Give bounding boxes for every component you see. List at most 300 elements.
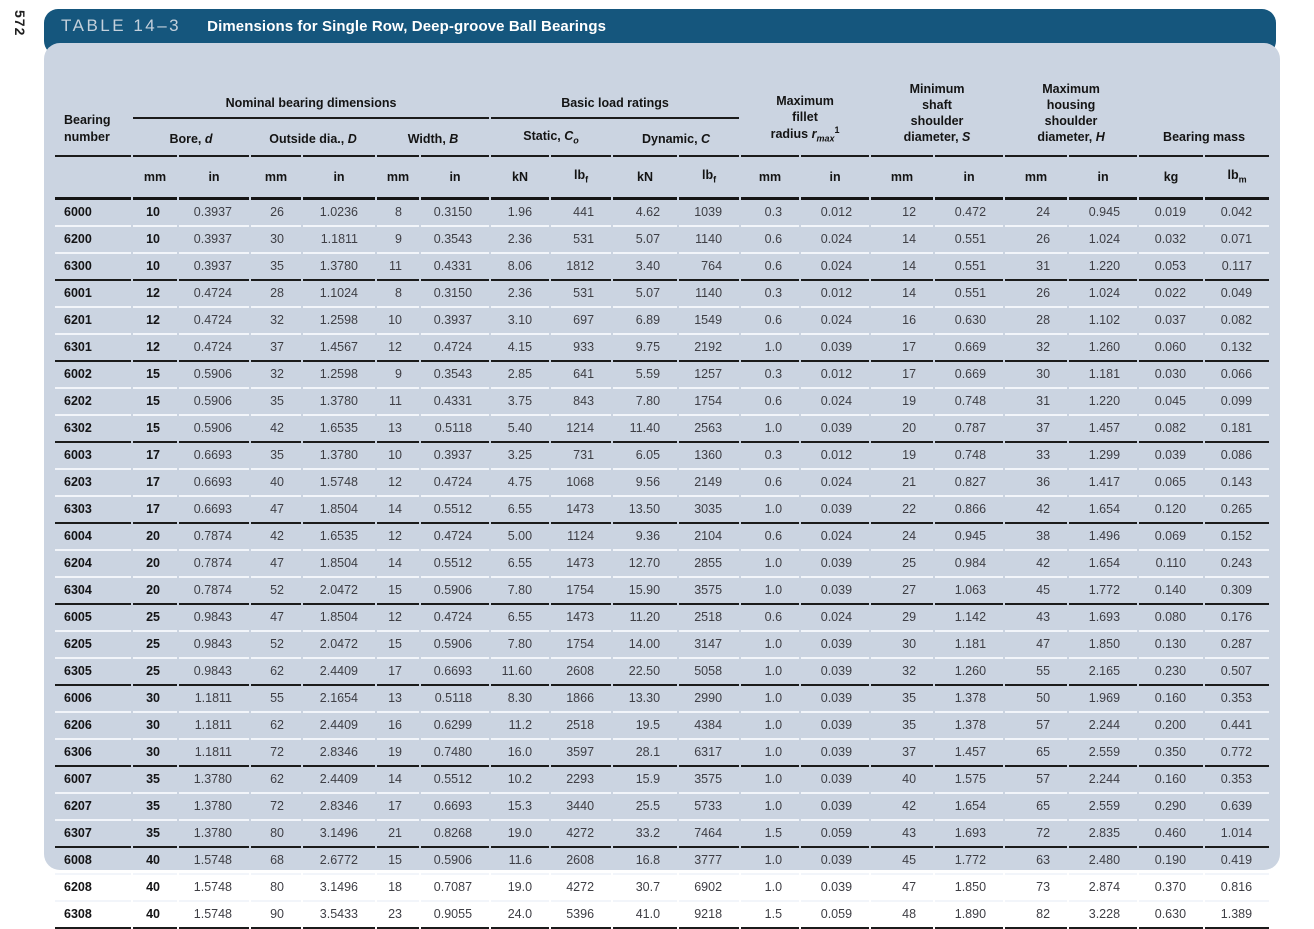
cell-value: 0.827 [935, 470, 1003, 497]
cell-value: 1.772 [935, 848, 1003, 875]
col-header-shaft-shoulder: Minimum shaft shoulder diameter, S [903, 81, 971, 145]
cell-value: 0.065 [1139, 470, 1203, 497]
cell-value: 0.551 [935, 281, 1003, 308]
cell-value: 0.3937 [421, 308, 489, 335]
cell-value: 1.181 [1069, 362, 1137, 389]
cell-value: 0.039 [801, 497, 869, 524]
cell-value: 0.024 [801, 227, 869, 254]
cell-value: 0.3937 [179, 200, 249, 227]
page-number: 572 [12, 10, 28, 37]
cell-value: 0.3 [741, 281, 799, 308]
cell-value: 14 [377, 767, 419, 794]
cell-value: 1039 [679, 200, 739, 227]
cell-value: 1.0 [741, 875, 799, 902]
cell-value: 80 [251, 875, 301, 902]
cell-value: 0.039 [801, 740, 869, 767]
cell-bearing-number: 6001 [55, 281, 131, 308]
cell-value: 33 [1005, 443, 1067, 470]
cell-value: 0.176 [1205, 605, 1269, 632]
cell-value: 57 [1005, 713, 1067, 740]
cell-value: 7464 [679, 821, 739, 848]
cell-value: 6.89 [613, 308, 677, 335]
cell-value: 0.140 [1139, 578, 1203, 605]
cell-value: 30 [133, 740, 177, 767]
cell-value: 8.06 [491, 254, 549, 281]
table-row [55, 767, 1269, 794]
cell-value: 2518 [679, 605, 739, 632]
cell-value: 17 [133, 470, 177, 497]
cell-value: 11.20 [613, 605, 677, 632]
cell-bearing-number: 6302 [55, 416, 131, 443]
cell-value: 0.160 [1139, 767, 1203, 794]
cell-value: 1.6535 [303, 416, 375, 443]
cell-value: 1.850 [1069, 632, 1137, 659]
cell-value: 843 [551, 389, 611, 416]
cell-value: 0.6693 [179, 470, 249, 497]
cell-value: 35 [133, 794, 177, 821]
cell-value: 12 [133, 335, 177, 362]
cell-value: 2.835 [1069, 821, 1137, 848]
cell-value: 28 [1005, 308, 1067, 335]
table-row [55, 578, 1269, 605]
cell-value: 47 [871, 875, 933, 902]
cell-value: 0.132 [1205, 335, 1269, 362]
table-row [55, 605, 1269, 632]
cell-value: 0.3 [741, 362, 799, 389]
table-row [55, 362, 1269, 389]
cell-value: 12 [133, 281, 177, 308]
cell-value: 0.039 [801, 794, 869, 821]
cell-value: 0.9055 [421, 902, 489, 929]
cell-value: 62 [251, 713, 301, 740]
unit-mm: mm [741, 155, 799, 200]
cell-value: 1.1811 [303, 227, 375, 254]
cell-value: 17 [871, 362, 933, 389]
cell-value: 10 [133, 200, 177, 227]
cell-value: 5396 [551, 902, 611, 929]
col-header-static: Static, $C_o$ [523, 129, 579, 146]
cell-value: 0.039 [801, 632, 869, 659]
cell-value: 4384 [679, 713, 739, 740]
cell-value: 30 [251, 227, 301, 254]
cell-value: 0.551 [935, 254, 1003, 281]
cell-value: 1.5748 [179, 902, 249, 929]
cell-value: 11.60 [491, 659, 549, 686]
cell-value: 12 [377, 470, 419, 497]
cell-value: 12 [377, 524, 419, 551]
cell-value: 3440 [551, 794, 611, 821]
unit-in: in [935, 155, 1003, 200]
table-row [55, 308, 1269, 335]
cell-value: 40 [133, 848, 177, 875]
cell-value: 0.024 [801, 389, 869, 416]
cell-value: 1068 [551, 470, 611, 497]
group-header-load-ratings: Basic load ratings [491, 55, 739, 119]
cell-value: 1473 [551, 605, 611, 632]
cell-value: 1.693 [1069, 605, 1137, 632]
cell-value: 1.4567 [303, 335, 375, 362]
cell-value: 0.5512 [421, 767, 489, 794]
cell-value: 15 [133, 389, 177, 416]
cell-value: 11 [377, 254, 419, 281]
cell-value: 21 [377, 821, 419, 848]
cell-value: 35 [133, 821, 177, 848]
group-header-nominal-dimensions: Nominal bearing dimensions [133, 55, 489, 119]
cell-value: 11.6 [491, 848, 549, 875]
cell-value: 2608 [551, 659, 611, 686]
cell-value: 31 [1005, 254, 1067, 281]
cell-value: 2.1654 [303, 686, 375, 713]
cell-bearing-number: 6306 [55, 740, 131, 767]
cell-value: 1.0236 [303, 200, 375, 227]
cell-value: 32 [251, 362, 301, 389]
cell-bearing-number: 6300 [55, 254, 131, 281]
cell-value: 26 [1005, 281, 1067, 308]
cell-value: 1.3780 [179, 767, 249, 794]
unit-blank [55, 155, 131, 200]
cell-value: 1754 [551, 632, 611, 659]
cell-value: 1.6535 [303, 524, 375, 551]
cell-value: 1.0 [741, 767, 799, 794]
cell-value: 0.039 [801, 686, 869, 713]
unit-in: in [801, 155, 869, 200]
cell-value: 1.969 [1069, 686, 1137, 713]
cell-value: 6.55 [491, 605, 549, 632]
cell-value: 37 [1005, 416, 1067, 443]
cell-value: 45 [871, 848, 933, 875]
cell-value: 1.1811 [179, 686, 249, 713]
cell-value: 9218 [679, 902, 739, 929]
cell-value: 23 [377, 902, 419, 929]
table-row [55, 821, 1269, 848]
cell-value: 0.290 [1139, 794, 1203, 821]
cell-value: 2.8346 [303, 794, 375, 821]
cell-value: 9.36 [613, 524, 677, 551]
cell-value: 1.8504 [303, 551, 375, 578]
table-row [55, 740, 1269, 767]
cell-value: 0.7087 [421, 875, 489, 902]
cell-value: 9.56 [613, 470, 677, 497]
cell-value: 26 [1005, 227, 1067, 254]
cell-value: 1.1024 [303, 281, 375, 308]
cell-value: 0.787 [935, 416, 1003, 443]
cell-value: 0.039 [801, 659, 869, 686]
cell-value: 55 [1005, 659, 1067, 686]
cell-value: 19 [377, 740, 419, 767]
cell-bearing-number: 6002 [55, 362, 131, 389]
cell-value: 1.220 [1069, 254, 1137, 281]
cell-bearing-number: 6202 [55, 389, 131, 416]
cell-value: 0.5118 [421, 686, 489, 713]
table-row [55, 848, 1269, 875]
cell-bearing-number: 6007 [55, 767, 131, 794]
cell-value: 14.00 [613, 632, 677, 659]
cell-value: 1754 [551, 578, 611, 605]
cell-value: 0.6299 [421, 713, 489, 740]
cell-value: 2.4409 [303, 713, 375, 740]
cell-value: 0.230 [1139, 659, 1203, 686]
table-row [55, 551, 1269, 578]
cell-value: 0.287 [1205, 632, 1269, 659]
cell-value: 7.80 [491, 632, 549, 659]
unit-kN: kN [613, 155, 677, 200]
cell-bearing-number: 6005 [55, 605, 131, 632]
cell-value: 0.3543 [421, 227, 489, 254]
cell-value: 0.748 [935, 389, 1003, 416]
cell-value: 1.3780 [303, 389, 375, 416]
table-row [55, 686, 1269, 713]
cell-value: 0.039 [801, 578, 869, 605]
cell-value: 0.866 [935, 497, 1003, 524]
cell-value: 0.160 [1139, 686, 1203, 713]
cell-value: 0.6 [741, 605, 799, 632]
table-number-label: TABLE 14–3 [61, 16, 182, 35]
cell-value: 0.772 [1205, 740, 1269, 767]
cell-value: 17 [377, 659, 419, 686]
cell-value: 0.012 [801, 200, 869, 227]
cell-bearing-number: 6208 [55, 875, 131, 902]
cell-value: 0.120 [1139, 497, 1203, 524]
cell-value: 6902 [679, 875, 739, 902]
cell-value: 1.890 [935, 902, 1003, 929]
cell-value: 6317 [679, 740, 739, 767]
cell-value: 0.032 [1139, 227, 1203, 254]
cell-value: 0.5906 [179, 362, 249, 389]
cell-value: 38 [1005, 524, 1067, 551]
cell-value: 30 [1005, 362, 1067, 389]
cell-value: 43 [871, 821, 933, 848]
cell-value: 1140 [679, 281, 739, 308]
cell-value: 3575 [679, 578, 739, 605]
cell-value: 11.2 [491, 713, 549, 740]
cell-value: 2149 [679, 470, 739, 497]
cell-value: 0.639 [1205, 794, 1269, 821]
cell-value: 0.045 [1139, 389, 1203, 416]
cell-value: 0.5512 [421, 497, 489, 524]
cell-value: 40 [871, 767, 933, 794]
cell-value: 1.024 [1069, 227, 1137, 254]
cell-value: 20 [871, 416, 933, 443]
cell-value: 0.3150 [421, 281, 489, 308]
cell-value: 1.3780 [179, 794, 249, 821]
cell-value: 3.10 [491, 308, 549, 335]
cell-value: 1360 [679, 443, 739, 470]
cell-value: 0.039 [801, 767, 869, 794]
cell-value: 35 [871, 686, 933, 713]
table-row [55, 470, 1269, 497]
cell-value: 5.07 [613, 227, 677, 254]
cell-value: 13 [377, 686, 419, 713]
cell-value: 5058 [679, 659, 739, 686]
cell-value: 20 [133, 578, 177, 605]
table-row [55, 281, 1269, 308]
cell-value: 0.748 [935, 443, 1003, 470]
cell-value: 1.654 [1069, 497, 1137, 524]
table-row [55, 659, 1269, 686]
cell-value: 17 [377, 794, 419, 821]
cell-value: 15.3 [491, 794, 549, 821]
cell-value: 2608 [551, 848, 611, 875]
cell-value: 0.110 [1139, 551, 1203, 578]
cell-value: 19.0 [491, 875, 549, 902]
cell-value: 0.6693 [179, 497, 249, 524]
cell-value: 0.3150 [421, 200, 489, 227]
unit-in: in [1069, 155, 1137, 200]
cell-value: 80 [251, 821, 301, 848]
cell-value: 40 [133, 902, 177, 929]
cell-value: 2855 [679, 551, 739, 578]
cell-value: 0.059 [801, 821, 869, 848]
cell-value: 25.5 [613, 794, 677, 821]
cell-value: 11.40 [613, 416, 677, 443]
cell-value: 2518 [551, 713, 611, 740]
table-row [55, 416, 1269, 443]
cell-value: 25 [133, 659, 177, 686]
cell-value: 0.039 [801, 416, 869, 443]
col-header-housing-shoulder: Maximum housing shoulder diameter, H [1037, 81, 1105, 145]
cell-value: 15.9 [613, 767, 677, 794]
cell-value: 0.984 [935, 551, 1003, 578]
cell-value: 0.9843 [179, 659, 249, 686]
cell-value: 0.945 [935, 524, 1003, 551]
cell-value: 0.024 [801, 605, 869, 632]
cell-bearing-number: 6304 [55, 578, 131, 605]
cell-value: 10 [377, 308, 419, 335]
cell-value: 35 [251, 254, 301, 281]
cell-value: 24 [871, 524, 933, 551]
cell-value: 12.70 [613, 551, 677, 578]
cell-value: 0.9843 [179, 632, 249, 659]
cell-value: 15 [133, 362, 177, 389]
cell-value: 4272 [551, 821, 611, 848]
cell-value: 15 [133, 416, 177, 443]
cell-value: 0.3543 [421, 362, 489, 389]
cell-value: 32 [871, 659, 933, 686]
cell-value: 1549 [679, 308, 739, 335]
unit-lbf: $lb_f$ [679, 155, 739, 200]
cell-bearing-number: 6207 [55, 794, 131, 821]
table-row [55, 335, 1269, 362]
unit-in: in [179, 155, 249, 200]
cell-value: 4.15 [491, 335, 549, 362]
cell-value: 57 [1005, 767, 1067, 794]
col-header-fillet-radius: Maximum fillet radius $r_{max}^1$ [770, 93, 840, 144]
cell-value: 0.472 [935, 200, 1003, 227]
cell-value: 22.50 [613, 659, 677, 686]
cell-value: 1.2598 [303, 308, 375, 335]
cell-value: 1.0 [741, 632, 799, 659]
cell-value: 14 [377, 551, 419, 578]
cell-value: 5.07 [613, 281, 677, 308]
header-units-row [55, 155, 1269, 200]
cell-value: 1.96 [491, 200, 549, 227]
cell-value: 1.8504 [303, 605, 375, 632]
cell-value: 17 [133, 443, 177, 470]
cell-value: 19 [871, 389, 933, 416]
cell-value: 35 [871, 713, 933, 740]
cell-bearing-number: 6204 [55, 551, 131, 578]
cell-value: 1.0 [741, 794, 799, 821]
table-row [55, 389, 1269, 416]
cell-value: 40 [133, 875, 177, 902]
cell-bearing-number: 6307 [55, 821, 131, 848]
cell-value: 14 [377, 497, 419, 524]
cell-value: 1.389 [1205, 902, 1269, 929]
cell-value: 1473 [551, 551, 611, 578]
cell-value: 73 [1005, 875, 1067, 902]
cell-value: 0.309 [1205, 578, 1269, 605]
cell-value: 0.816 [1205, 875, 1269, 902]
cell-value: 0.265 [1205, 497, 1269, 524]
cell-value: 0.6 [741, 470, 799, 497]
cell-value: 0.190 [1139, 848, 1203, 875]
cell-value: 0.353 [1205, 686, 1269, 713]
cell-value: 52 [251, 632, 301, 659]
cell-value: 1.378 [935, 686, 1003, 713]
cell-bearing-number: 6303 [55, 497, 131, 524]
table-row [55, 200, 1269, 227]
cell-value: 2563 [679, 416, 739, 443]
cell-value: 32 [1005, 335, 1067, 362]
cell-value: 35 [251, 389, 301, 416]
cell-value: 0.5118 [421, 416, 489, 443]
cell-value: 0.6 [741, 227, 799, 254]
cell-value: 731 [551, 443, 611, 470]
cell-value: 0.7874 [179, 551, 249, 578]
cell-value: 3.25 [491, 443, 549, 470]
cell-value: 0.024 [801, 254, 869, 281]
cell-value: 12 [377, 605, 419, 632]
cell-value: 1.496 [1069, 524, 1137, 551]
cell-value: 8.30 [491, 686, 549, 713]
cell-value: 1812 [551, 254, 611, 281]
table-title-inner [44, 9, 606, 43]
cell-value: 10 [133, 254, 177, 281]
cell-value: 0.143 [1205, 470, 1269, 497]
cell-value: 1.063 [935, 578, 1003, 605]
cell-value: 0.370 [1139, 875, 1203, 902]
cell-value: 1.014 [1205, 821, 1269, 848]
cell-bearing-number: 6006 [55, 686, 131, 713]
cell-value: 9 [377, 362, 419, 389]
col-header-outside-dia: Outside dia., D [269, 131, 357, 146]
cell-bearing-number: 6000 [55, 200, 131, 227]
cell-value: 1.772 [1069, 578, 1137, 605]
cell-value: 0.6 [741, 389, 799, 416]
cell-value: 0.460 [1139, 821, 1203, 848]
cell-value: 0.551 [935, 227, 1003, 254]
cell-value: 0.039 [801, 848, 869, 875]
table-header [55, 55, 1269, 200]
cell-value: 0.053 [1139, 254, 1203, 281]
cell-value: 2.559 [1069, 740, 1137, 767]
cell-value: 1.0 [741, 578, 799, 605]
cell-value: 1.2598 [303, 362, 375, 389]
cell-value: 0.030 [1139, 362, 1203, 389]
cell-value: 30 [133, 713, 177, 740]
cell-value: 0.082 [1139, 416, 1203, 443]
cell-value: 32 [251, 308, 301, 335]
cell-value: 65 [1005, 740, 1067, 767]
cell-value: 15 [377, 848, 419, 875]
cell-value: 1.850 [935, 875, 1003, 902]
cell-value: 0.350 [1139, 740, 1203, 767]
cell-value: 20 [133, 524, 177, 551]
cell-value: 1124 [551, 524, 611, 551]
cell-value: 2.559 [1069, 794, 1137, 821]
table-panel [44, 43, 1280, 921]
cell-value: 1754 [679, 389, 739, 416]
